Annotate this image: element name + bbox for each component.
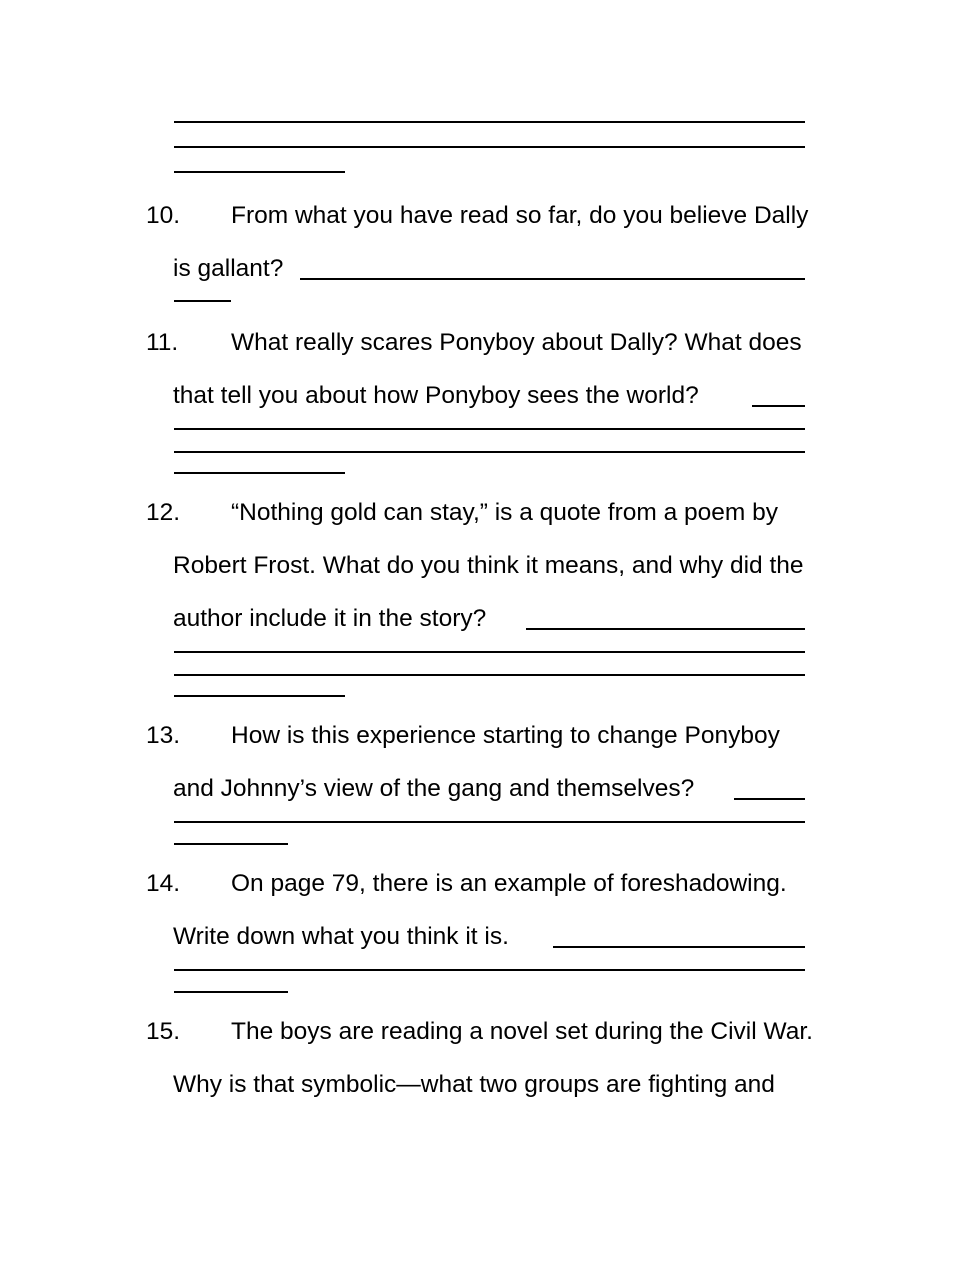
answer-line[interactable]	[553, 946, 805, 948]
question-text: and Johnny’s view of the gang and themselves?	[173, 775, 695, 802]
answer-line[interactable]	[174, 428, 805, 430]
question-text: The boys are reading a novel set during the Civil War.	[231, 1018, 813, 1045]
answer-line[interactable]	[174, 991, 288, 993]
answer-line[interactable]	[174, 472, 345, 474]
question-text: author include it in the story?	[173, 605, 487, 632]
question-text: “Nothing gold can stay,” is a quote from a poem by	[231, 499, 778, 526]
question-text: Robert Frost. What do you think it means, and why did the	[173, 552, 804, 579]
question-text: Write down what you think it is.	[173, 923, 509, 950]
answer-line[interactable]	[174, 695, 345, 697]
question-text: that tell you about how Ponyboy sees the world?	[173, 382, 699, 409]
answer-line[interactable]	[526, 628, 805, 630]
answer-line[interactable]	[174, 146, 805, 148]
answer-line[interactable]	[174, 300, 231, 302]
question-number: 14.	[146, 870, 181, 897]
answer-line[interactable]	[752, 405, 805, 407]
question-number: 13.	[146, 722, 181, 749]
question-number: 15.	[146, 1018, 181, 1045]
question-number: 11.	[146, 329, 179, 356]
answer-line[interactable]	[300, 278, 805, 280]
answer-line[interactable]	[174, 674, 805, 676]
question-text	[173, 254, 283, 284]
answer-line[interactable]	[174, 821, 805, 823]
answer-line[interactable]	[734, 798, 805, 800]
answer-line[interactable]	[174, 121, 805, 123]
question-text: On page 79, there is an example of foreshadowing.	[231, 870, 787, 897]
question-text: How is this experience starting to change Ponyboy	[231, 722, 780, 749]
answer-line[interactable]	[174, 843, 288, 845]
answer-line[interactable]	[174, 451, 805, 453]
question-number: 12.	[146, 499, 181, 526]
question-text-line: is gallant?	[173, 255, 284, 282]
answer-line[interactable]	[174, 171, 345, 173]
answer-line[interactable]	[174, 651, 805, 653]
question-number: 10.	[146, 202, 181, 229]
question-text: Why is that symbolic—what two groups are fighting and	[173, 1071, 775, 1098]
question-text: From what you have read so far, do you believe Dally	[231, 202, 809, 229]
question-text: What really scares Ponyboy about Dally? What does	[231, 329, 802, 356]
answer-line[interactable]	[174, 969, 805, 971]
